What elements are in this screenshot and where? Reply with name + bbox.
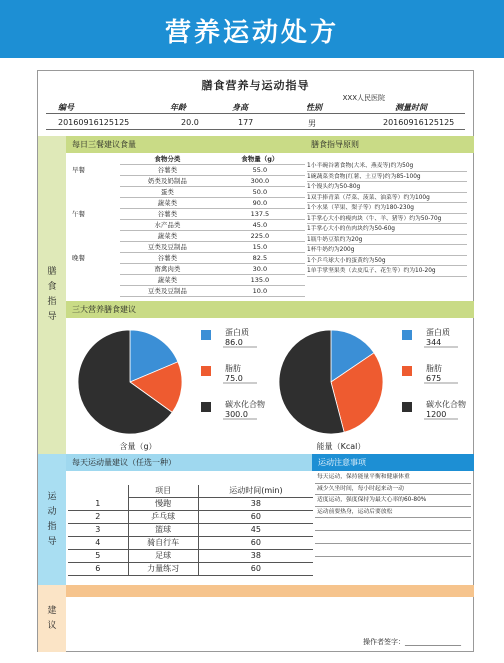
sport-index: 1 — [68, 498, 128, 511]
list-item: 适度运动，强度保持为最大心率的60-80% — [315, 495, 471, 507]
sport-name: 慢跑 — [128, 498, 198, 511]
sport-duration: 38 — [198, 550, 313, 563]
food-category: 豆类及豆制品 — [120, 242, 215, 253]
food-amount: 82.5 — [215, 253, 305, 264]
sport-index: 3 — [68, 524, 128, 537]
macro-pie-charts — [68, 318, 473, 454]
header-label-age: 年龄 — [170, 103, 186, 112]
table-row — [68, 524, 313, 537]
table-row — [68, 253, 305, 264]
sport-side-label: 运动指导 — [38, 454, 66, 585]
legend-swatch-1-0 — [402, 330, 412, 340]
food-amount: 10.0 — [215, 286, 305, 297]
meal-name: 午餐 — [72, 210, 85, 219]
blank-line — [315, 544, 471, 557]
banner-title: 营养运动处方 — [164, 18, 339, 48]
food-amount: 225.0 — [215, 231, 305, 242]
notes-list — [315, 472, 471, 557]
food-category: 畜禽肉类 — [120, 264, 215, 275]
header-divider — [46, 129, 465, 130]
list-item: 1手掌心大小的瘦肉块（牛、羊、猪等）约为50-70g — [307, 214, 467, 225]
legend-swatch-0-1 — [201, 366, 211, 376]
header-value-id: 20160916125125 — [58, 118, 130, 127]
list-item: 1手掌心大小的鱼肉块约为50-60g — [307, 224, 467, 235]
legend-label-0-0: 蛋白质 — [225, 328, 249, 337]
legend-label-1-0: 蛋白质 — [426, 328, 450, 337]
list-item: 1个馒头约为50-80g — [307, 182, 467, 193]
legend-value-0-1: 75.0 — [225, 374, 243, 383]
header-label-gender: 性别 — [306, 103, 322, 112]
notes-section-title: 运动注意事项 — [312, 454, 474, 471]
document-title: 膳食营养与运动指导 — [201, 79, 310, 92]
food-category: 蔬菜类 — [120, 231, 215, 242]
legend-value-0-2: 300.0 — [225, 410, 248, 419]
food-amount: 45.0 — [215, 220, 305, 231]
legend-label-0-1: 脂肪 — [225, 364, 241, 373]
advice-side-label: 建议 — [38, 585, 66, 652]
diet-side-label: 膳食指导 — [38, 136, 66, 454]
meal-table-header — [68, 154, 305, 165]
food-amount: 137.5 — [215, 209, 305, 220]
table-row — [68, 242, 305, 253]
signature-label: 操作者签字：________________ — [363, 638, 461, 646]
column-header: 食物分类 — [120, 154, 215, 165]
sport-index: 6 — [68, 563, 128, 576]
list-item: 运动前要热身，运动后要放松 — [315, 507, 471, 519]
prescription-sheet — [37, 70, 474, 652]
legend-swatch-0-0 — [201, 330, 211, 340]
meal-name: 早餐 — [72, 166, 85, 175]
list-item: 1双手捧青菜（芹菜、菠菜、油菜等）约为100g — [307, 193, 467, 204]
sport-name: 足球 — [128, 550, 198, 563]
legend-value-0-0: 86.0 — [225, 338, 243, 347]
table-row — [68, 220, 305, 231]
header-divider — [46, 113, 465, 114]
banner — [0, 0, 504, 58]
sport-duration: 45 — [198, 524, 313, 537]
legend-label-0-2: 碳水化合物 — [225, 400, 265, 409]
sport-duration: 60 — [198, 511, 313, 524]
sport-table — [68, 485, 313, 576]
table-row — [68, 537, 313, 550]
sport-duration: 60 — [198, 537, 313, 550]
table-row — [68, 209, 305, 220]
header-label-time: 测量时间 — [395, 103, 427, 112]
table-row — [68, 264, 305, 275]
meal-name: 晚餐 — [72, 254, 85, 263]
food-amount: 135.0 — [215, 275, 305, 286]
list-item: 1个乒乓球大小的蛋黄约为50g — [307, 256, 467, 267]
column-header: 运动时间(min) — [198, 485, 313, 498]
advice-header-bar — [66, 585, 474, 597]
table-row — [68, 498, 313, 511]
legend-swatch-0-2 — [201, 402, 211, 412]
food-amount: 30.0 — [215, 264, 305, 275]
food-category: 蛋类 — [120, 187, 215, 198]
legend-value-1-1: 675 — [426, 374, 442, 383]
principles-section-title: 膳食指导原则 — [305, 136, 474, 153]
list-item: 1小半碗谷薯食物(大米、燕麦等)约为50g — [307, 161, 467, 172]
pie-title-1: 能量（Kcal） — [316, 442, 366, 451]
sport-index: 2 — [68, 511, 128, 524]
header-label-id: 编号 — [58, 103, 74, 112]
table-row — [68, 286, 305, 297]
sport-table-header — [68, 485, 313, 498]
food-amount: 300.0 — [215, 176, 305, 187]
sport-name: 乒乓球 — [128, 511, 198, 524]
sport-name: 骑自行车 — [128, 537, 198, 550]
meal-section-title: 每日三餐建议食量 — [66, 136, 305, 153]
table-row — [68, 176, 305, 187]
food-category: 蔬菜类 — [120, 198, 215, 209]
list-item: 1杯牛奶约为200g — [307, 245, 467, 256]
table-row — [68, 187, 305, 198]
sport-index: 4 — [68, 537, 128, 550]
food-category: 水产品类 — [120, 220, 215, 231]
pie-title-0: 含量（g） — [119, 442, 157, 451]
legend-label-1-2: 碳水化合物 — [426, 400, 466, 409]
blank-line — [315, 531, 471, 544]
blank-line — [315, 518, 471, 531]
table-row — [68, 550, 313, 563]
food-category: 谷薯类 — [120, 165, 215, 176]
sport-name: 力量练习 — [128, 563, 198, 576]
sport-duration: 38 — [198, 498, 313, 511]
food-category: 奶类及奶制品 — [120, 176, 215, 187]
food-amount: 50.0 — [215, 187, 305, 198]
table-row — [68, 511, 313, 524]
hospital-name: XXX人民医院 — [342, 94, 385, 102]
table-row — [68, 275, 305, 286]
list-item: 1瓶牛奶豆浆约为20g — [307, 235, 467, 246]
header-value-gender: 男 — [308, 119, 316, 128]
header-value-height: 177 — [238, 118, 254, 127]
list-item: 每天运动，保持能量平衡和健康体重 — [315, 472, 471, 484]
table-row — [68, 231, 305, 242]
header-label-height: 身高 — [232, 103, 248, 112]
food-category: 豆类及豆制品 — [120, 286, 215, 297]
food-category: 蔬菜类 — [120, 275, 215, 286]
table-row — [68, 198, 305, 209]
food-amount: 90.0 — [215, 198, 305, 209]
list-item: 1碗蔬菜类食物(红薯、土豆等)约为85-100g — [307, 172, 467, 183]
column-header: 项目 — [128, 485, 198, 498]
list-item: 1单手掌坚果类（去皮瓜子、花生等）约为10-20g — [307, 266, 467, 277]
meal-table — [68, 154, 305, 297]
sport-name: 篮球 — [128, 524, 198, 537]
macro-section-title: 三大营养膳食建议 — [66, 301, 474, 318]
sport-duration: 60 — [198, 563, 313, 576]
table-row — [68, 563, 313, 576]
header-value-age: 20.0 — [181, 118, 199, 127]
legend-swatch-1-2 — [402, 402, 412, 412]
header-value-time: 20160916125125 — [383, 118, 455, 127]
sport-index: 5 — [68, 550, 128, 563]
list-item: 减少久坐时间，每小时起来动一动 — [315, 484, 471, 496]
principles-list — [307, 161, 467, 277]
legend-value-1-0: 344 — [426, 338, 442, 347]
food-category: 谷薯类 — [120, 253, 215, 264]
food-amount: 15.0 — [215, 242, 305, 253]
food-category: 谷薯类 — [120, 209, 215, 220]
legend-value-1-2: 1200 — [426, 410, 447, 419]
table-row — [68, 165, 305, 176]
food-amount: 55.0 — [215, 165, 305, 176]
legend-label-1-1: 脂肪 — [426, 364, 442, 373]
legend-swatch-1-1 — [402, 366, 412, 376]
sport-section-title: 每天运动量建议（任选一种） — [66, 454, 312, 471]
column-header: 食物量（g） — [215, 154, 305, 165]
list-item: 1个水果（苹果、梨子等）约为180-230g — [307, 203, 467, 214]
